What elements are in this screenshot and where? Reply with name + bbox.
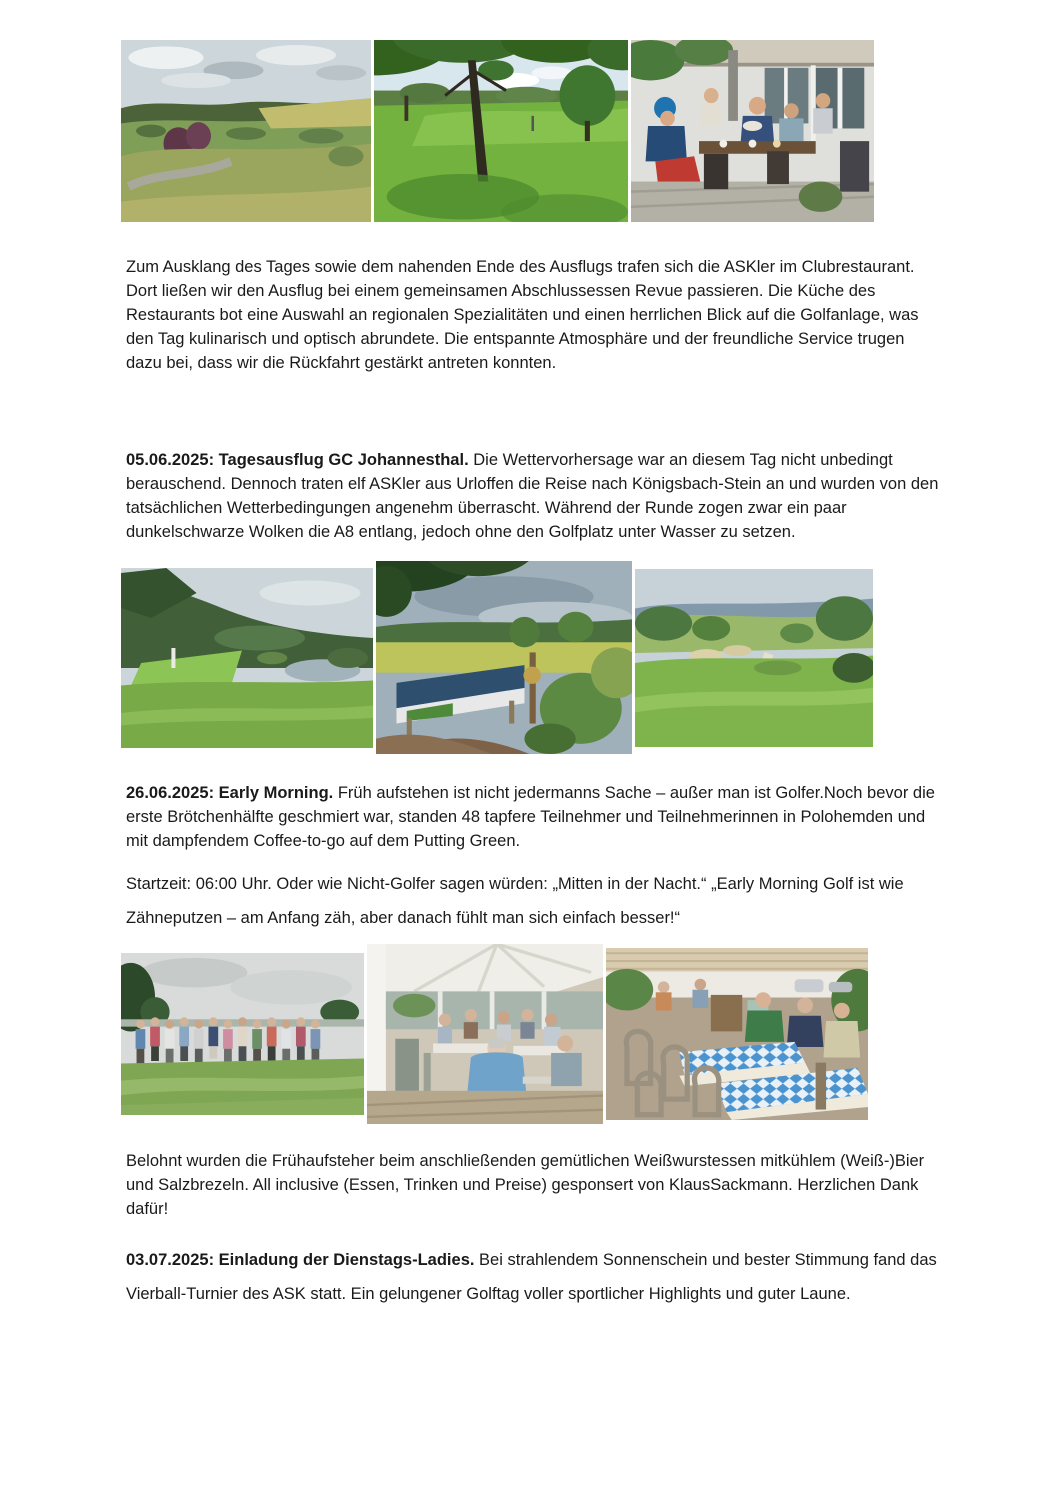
paragraph-weisswurst (126, 1149, 939, 1221)
paragraph-abschlussessen-text: Zum Ausklang des Tages sowie dem nahenden Ende des Ausflugs trafen sich die ASKler im Clubrestaurant. Dort ließen wir den Ausflug bei einem gemeinsamen Abschlussessen Revue passieren. Die Küche des Restaurants bot eine Auswahl an regionalen Spezialitäten und einen herrlichen Blick auf die Golfanlage, was den Tag kulinarisch und optisch abrundete. Die entspannte Atmosphäre und der freundliche Service trugen dazu bei, dass wir die Rückfahrt gestärkt antreten konnten. (126, 258, 919, 372)
club-terrace-illustration (631, 40, 874, 222)
photo-fairway-pond (121, 568, 373, 748)
photo-group (121, 953, 364, 1115)
photo-fairway-bunkers (635, 569, 873, 747)
photo-course-sign (376, 561, 632, 754)
paragraph-johannesthal-date: 05.06.2025: Tagesausflug GC Johannesthal. (126, 451, 469, 469)
paragraph-early-morning-date: 26.06.2025: Early Morning. (126, 784, 334, 802)
paragraph-early-morning-text: Früh aufstehen ist nicht jedermanns Sache – außer man ist Golfer.Noch bevor die erste Brötchenhälfte geschmiert war, standen 48 tapfere Teilnehmer und Teilnehmerinnen in Polohemden und mit dampfendem Coffee-to-go auf dem Putting Green. (126, 784, 935, 850)
paragraph-dienstags-ladies-text: Bei strahlendem Sonnenschein und bester Stimmung fand das Vierball-Turnier des ASK statt. Ein gelungener Golftag voller sportlicher Highlights und guter Laune. (126, 1251, 937, 1303)
document-content (126, 0, 939, 1311)
paragraph-startzeit (126, 867, 939, 935)
photo-bavarian-tables (606, 948, 868, 1120)
photo-tent-breakfast (367, 944, 603, 1124)
fairway-tree-illustration (374, 40, 628, 222)
photo-row-early-morning (121, 944, 939, 1124)
paragraph-johannesthal (126, 448, 939, 544)
photo-valley-panorama (121, 40, 371, 222)
paragraph-johannesthal-text: Die Wettervorhersage war an diesem Tag nicht unbedingt berauschend. Dennoch traten elf ASKler aus Urloffen die Reise nach Königsbach-Stein an und wurden von den tatsächlichen Wetterbedingungen angenehm überrascht. Während der Runde zogen zwar ein paar dunkelschwarze Wolken die A8 entlang, jedoch ohne den Golfplatz unter Wasser zu setzen. (126, 451, 939, 541)
tent-breakfast-illustration (367, 944, 603, 1124)
paragraph-dienstags-ladies (126, 1243, 939, 1311)
paragraph-abschlussessen (126, 255, 939, 375)
photo-row-johannesthal (121, 561, 939, 754)
photo-club-terrace (631, 40, 874, 222)
photo-fairway-tree (374, 40, 628, 222)
photo-row-clubhouse-day (121, 40, 939, 222)
group-photo-illustration (121, 953, 364, 1115)
fairway-pond-illustration (121, 568, 373, 748)
bavarian-tables-illustration (606, 948, 868, 1120)
paragraph-weisswurst-text: Belohnt wurden die Frühaufsteher beim anschließenden gemütlichen Weißwurstessen mitkühlem (Weiß-)Bier und Salzbrezeln. All inclusive (Essen, Trinken und Preise) gesponsert von KlausSackmann. Herzlichen Dank dafür! (126, 1152, 925, 1218)
paragraph-dienstags-ladies-date: 03.07.2025: Einladung der Dienstags-Ladies. (126, 1251, 475, 1269)
fairway-bunkers-illustration (635, 569, 873, 747)
course-sign-illustration (376, 561, 632, 754)
valley-panorama-illustration (121, 40, 371, 222)
paragraph-early-morning (126, 781, 939, 853)
paragraph-startzeit-text: Startzeit: 06:00 Uhr. Oder wie Nicht-Golfer sagen würden: „Mitten in der Nacht.“ „Early Morning Golf ist wie Zähneputzen – am Anfang zäh, aber danach fühlt man sich einfach besser!“ (126, 875, 904, 927)
